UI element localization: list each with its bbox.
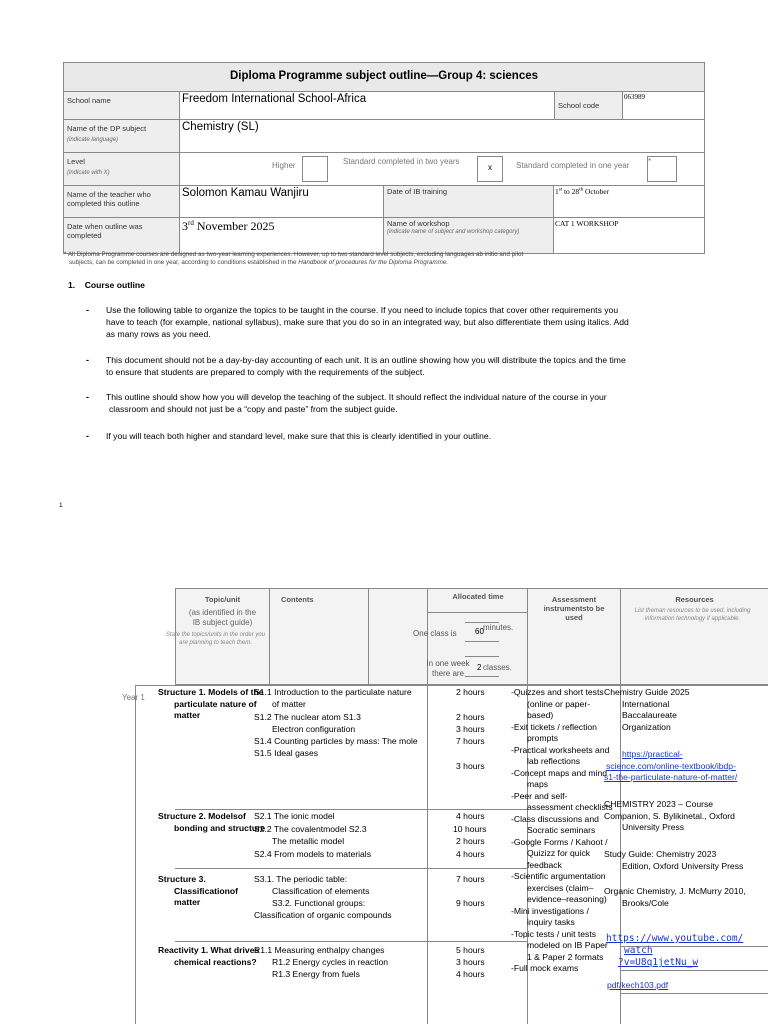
header-contents-label: Contents xyxy=(281,595,314,604)
content-s3-2 xyxy=(254,898,392,921)
assess-7: -Google Forms / Kahoot / xyxy=(511,836,608,847)
assessment-list xyxy=(511,687,613,975)
topic-r1-line2: chemical reactions? xyxy=(174,956,257,967)
topic-reactivity-1 xyxy=(158,945,259,968)
subject-label-sub: (indicate language) xyxy=(67,137,119,143)
row-school xyxy=(64,92,704,120)
assess-4: -Concept maps and mind xyxy=(511,767,608,778)
training-label: Date of IB training xyxy=(384,186,554,217)
minutes-label: minutes. xyxy=(483,623,514,632)
topic-s1-line1: Structure 1. Models of the xyxy=(158,687,264,697)
p3-line1: This outline should show how you will develop the teaching of the subject. It should reflect the individual nature of the course in your xyxy=(106,392,607,402)
topic-s3-line1: Structure 3. xyxy=(158,874,206,884)
assess-9: -Mini investigations / xyxy=(511,905,589,916)
topic-s3-line2: Classificationof xyxy=(174,885,238,896)
hours-r1-1: 5 hours xyxy=(456,945,485,955)
classes-label: classes. xyxy=(483,663,512,672)
res-1c: Baccalaureate xyxy=(622,710,677,720)
paragraph-1 xyxy=(106,304,629,340)
content-s1-2 xyxy=(254,712,361,735)
resources-divider-2 xyxy=(620,970,768,971)
workshop-label-sub: (indicate name of subject and workshop category) xyxy=(387,229,520,235)
res-4: Study Guide: Chemistry 2023 xyxy=(604,849,717,859)
header-contents xyxy=(269,588,369,685)
hours-s3-1: 7 hours xyxy=(456,874,485,884)
res-1d: Organization xyxy=(622,721,671,732)
school-name-value[interactable]: Freedom International School-Africa xyxy=(180,92,555,119)
content-s2-4: S2.4 From models to materials xyxy=(254,849,372,859)
topic-s2-line2: bonding and structure xyxy=(174,822,266,833)
subject-label-text: Name of the DP subject xyxy=(67,124,147,133)
header-resources xyxy=(620,588,768,685)
assess-1c: based) xyxy=(527,710,554,720)
assess-6: -Class discussions and xyxy=(511,813,599,824)
assess-8b: exercises (claim– xyxy=(527,882,594,893)
content-s1-4: S1.4 Counting particles by mass: The mole xyxy=(254,736,418,746)
hours-s2-3: 2 hours xyxy=(456,836,485,846)
header-topic-note: State the topics/units in the order you are planning to teach them. xyxy=(165,632,266,646)
res-5: Organic Chemistry, J. McMurry 2010, xyxy=(604,886,746,896)
course-outline-heading: 1. Course outline xyxy=(68,280,145,290)
res-3b: Companion, S. Bylikinetal., Oxford xyxy=(604,810,735,821)
subject-label xyxy=(64,120,180,152)
subject-outline-table xyxy=(63,62,705,254)
assess-8: -Scientific argumentation xyxy=(511,871,606,881)
assess-3: -Practical worksheets and xyxy=(511,744,610,755)
hours-r1-3: 4 hours xyxy=(456,969,485,979)
class-minutes-value[interactable]: 60 xyxy=(475,627,484,636)
assess-9b: inquiry tasks xyxy=(527,917,575,927)
classes-count-value[interactable]: 2 xyxy=(477,663,482,672)
assess-4b: maps xyxy=(527,779,549,789)
header-resources-label: Resources xyxy=(675,595,714,604)
bullet-4: - xyxy=(86,431,89,441)
footnote-line1: * All Diploma Programme courses are designed as two-year learning experiences. However, up to two standard level subjects, excluding languages ab initio and pilot xyxy=(64,251,524,258)
assess-5: -Peer and self- xyxy=(511,790,568,801)
content-r1-3: R1.3 Energy from fuels xyxy=(272,969,360,979)
minutes-box-bottom xyxy=(465,641,499,642)
header-assessment-label: Assessment instrumentsto be used xyxy=(543,595,605,622)
topic-s1-line2: particulate nature of xyxy=(174,698,257,709)
row-date xyxy=(64,218,704,253)
resource-organic-chemistry xyxy=(604,886,746,909)
outline-title: Diploma Programme subject outline—Group 4: sciences xyxy=(64,63,704,92)
assess-2b: prompts xyxy=(527,733,559,743)
p1-line3: as many rows as you need. xyxy=(106,329,211,339)
content-s2-2-line1: S2.2 The covalentmodel S2.3 xyxy=(254,824,367,834)
hours-s3-2: 9 hours xyxy=(456,898,485,908)
p3-line2: classroom and should not just be a “copy and paste” from the subject guide. xyxy=(109,404,398,414)
assess-7c: feedback xyxy=(527,859,562,870)
higher-checkbox[interactable] xyxy=(302,156,328,182)
topic-s1-line3: matter xyxy=(174,710,201,720)
date-completed[interactable]: 3rd November 2025 xyxy=(180,218,384,253)
res-3c: University Press xyxy=(622,822,685,832)
hours-s1-1: 2 hours xyxy=(456,687,485,697)
assess-2: -Exit tickets / reflection xyxy=(511,721,597,732)
p1-line1: Use the following table to organize the topics to be taught in the course. If you need to include topics that cover other requirements you xyxy=(106,305,619,315)
footnote-line2-text: subjects, can be completed in one year, according to conditions established in the xyxy=(69,259,297,266)
res-4b: Edition, Oxford University Press xyxy=(622,860,744,871)
footnote-line2 xyxy=(64,259,754,267)
school-code-value[interactable]: 063989 xyxy=(624,93,645,101)
res-1b: International xyxy=(622,698,670,709)
classes-box-top xyxy=(465,656,499,657)
res-5b: Brooks/Cole xyxy=(622,897,669,908)
row-teacher xyxy=(64,186,704,218)
header-topic-label: Topic/unit xyxy=(204,595,241,604)
hours-r1-2: 3 hours xyxy=(456,957,485,967)
assess-10: -Topic tests / unit tests xyxy=(511,928,597,939)
col-line-time-left xyxy=(427,685,428,1024)
p1-line2: have to teach (for example, national syllabus), make sure that you do so in an integrated way, but also differentiate them using italics. Add xyxy=(106,317,629,327)
time-divider xyxy=(427,612,528,613)
hours-s2-1: 4 hours xyxy=(456,811,485,821)
topic-structure-1 xyxy=(158,687,264,722)
topic-r1-line1: Reactivity 1. What drives xyxy=(158,945,260,955)
bullet-1: - xyxy=(86,305,89,315)
assess-1: -Quizzes and short tests xyxy=(511,687,604,697)
res-2[interactable]: https://practical- xyxy=(622,749,683,759)
higher-label: Higher xyxy=(272,161,296,170)
hours-s1-5: 3 hours xyxy=(456,761,485,771)
one-week-label: In one week there are xyxy=(426,659,470,678)
topic-s2-line1: Structure 2. Modelsof xyxy=(158,811,246,821)
hours-s2-2: 10 hours xyxy=(453,824,487,834)
row-divider-3 xyxy=(175,941,527,942)
hours-s1-3: 3 hours xyxy=(456,724,485,734)
resources-divider-3 xyxy=(620,993,768,994)
std-two-label: Standard completed in two years xyxy=(343,157,460,166)
paragraph-2 xyxy=(106,354,626,378)
year-label: Year 1 xyxy=(122,693,145,702)
header-topic-sub: (as identified in the IB subject guide) xyxy=(188,608,257,627)
year-column-line xyxy=(135,685,136,1024)
level-label xyxy=(64,153,180,185)
bullet-3: - xyxy=(86,392,89,402)
resource-practical-science-link[interactable] xyxy=(604,749,737,784)
content-s3-2-line1: S3.2. Functional groups: xyxy=(272,898,366,908)
footnote-line2-italic: Handbook of procedures for the Diploma Programme. xyxy=(298,259,449,266)
content-s1-1-line1: S1.1 Introduction to the particulate nature xyxy=(254,687,412,697)
assess-6b: Socratic seminars xyxy=(527,825,596,835)
level-label-text: Level xyxy=(67,157,85,166)
bullet-2: - xyxy=(86,355,89,365)
resource-pdf-link[interactable]: pdf/kech103.pdf xyxy=(607,980,669,990)
footnote xyxy=(64,251,754,267)
workshop-label xyxy=(384,218,554,253)
std-two-checkbox[interactable]: x xyxy=(477,156,503,182)
content-s3-1-line1: S3.1. The periodic table: xyxy=(254,874,347,884)
content-s1-2-line1: S1.2 The nuclear atom S1.3 xyxy=(254,712,361,722)
workshop-label-text: Name of workshop xyxy=(387,219,450,228)
level-options xyxy=(180,153,704,185)
assess-1b: (online or paper- xyxy=(527,698,591,709)
teacher-value[interactable]: Solomon Kamau Wanjiru xyxy=(180,186,384,217)
assess-5b: assessment checklists xyxy=(527,802,613,812)
res-6[interactable]: https://www.youtube.com/ xyxy=(606,933,744,944)
workshop-value[interactable]: CAT 1 WORKSHOP xyxy=(555,219,619,228)
minutes-box-top xyxy=(465,622,499,623)
hours-s1-2: 2 hours xyxy=(456,712,485,722)
res-6b[interactable]: watch xyxy=(624,945,653,956)
assess-3b: lab reflections xyxy=(527,756,581,766)
content-s2-1: S2.1 The ionic model xyxy=(254,811,335,821)
header-time-label: Allocated time xyxy=(452,592,504,601)
header-topic xyxy=(165,588,270,685)
assess-8c: evidence–reasoning) xyxy=(527,894,607,904)
std-one-checkbox[interactable]: * xyxy=(647,156,677,182)
page-number: 1 xyxy=(59,502,63,509)
content-s2-2-line2: The metallic model xyxy=(272,835,345,846)
classes-box-bottom xyxy=(465,676,499,677)
content-s1-1-line2: of matter xyxy=(272,698,306,709)
content-s1-5: S1.5 Ideal gases xyxy=(254,748,319,758)
res-6c[interactable]: ?v=U8q1jetNu_w xyxy=(618,957,699,968)
resource-course-companion xyxy=(604,799,735,834)
hours-s1-4: 7 hours xyxy=(456,736,485,746)
content-s1-2-line2: Electron configuration xyxy=(272,723,356,734)
resource-youtube-link[interactable] xyxy=(606,933,743,969)
row-divider-2 xyxy=(175,868,527,869)
one-class-label: One class is xyxy=(413,629,457,638)
content-s1-1 xyxy=(254,687,412,710)
resource-chem-guide xyxy=(604,687,690,733)
body-top-line xyxy=(135,685,768,686)
content-r1-1: R1.1 Measuring enthalpy changes xyxy=(254,945,385,955)
content-s3-2-line2: Classification of organic compounds xyxy=(254,909,392,920)
p2-line1: This document should not be a day-by-day accounting of each unit. It is an outline showing how you will distribute the topics and the time xyxy=(106,355,626,365)
level-label-sub: (indicate with X) xyxy=(67,170,110,176)
resource-study-guide xyxy=(604,849,743,872)
school-code-label: School code xyxy=(555,92,623,119)
teacher-label: Name of the teacher who completed this outline xyxy=(64,186,180,217)
header-resources-note: List theman resources to be used, including information technology if applicable. xyxy=(634,608,751,622)
topic-s3-line3: matter xyxy=(174,897,201,907)
school-name-label: School name xyxy=(64,92,180,119)
p2-line2: to ensure that students are prepared to comply with the requirements of the subject. xyxy=(106,367,425,377)
content-s3-1 xyxy=(254,874,369,897)
topic-structure-3 xyxy=(158,874,238,909)
content-s2-2 xyxy=(254,824,367,847)
assess-7b: Quizizz for quick xyxy=(527,848,591,858)
training-date[interactable]: 1st to 28th October xyxy=(555,187,610,196)
row-subject xyxy=(64,120,704,153)
res-2b[interactable]: science.com/online-textbook/ibdp- xyxy=(606,760,736,771)
topic-structure-2 xyxy=(158,811,265,834)
paragraph-4: If you will teach both higher and standard level, make sure that this is clearly identified in your outline. xyxy=(106,431,492,441)
content-s3-1-line2: Classification of elements xyxy=(272,885,370,896)
res-1: Chemistry Guide 2025 xyxy=(604,687,690,697)
content-r1-2: R1.2 Energy cycles in reaction xyxy=(272,957,389,967)
header-assessment xyxy=(527,588,621,685)
hours-s2-4: 4 hours xyxy=(456,849,485,859)
assess-10c: 1 & Paper 2 formats xyxy=(527,951,604,962)
assess-11: -Full mock exams xyxy=(511,963,579,973)
res-2c[interactable]: s1-the-particulate-nature-of-matter/ xyxy=(604,772,738,782)
std-one-label: Standard completed in one year xyxy=(516,161,630,170)
row-level xyxy=(64,153,704,186)
assess-10b: modeled on IB Paper xyxy=(527,940,608,950)
res-3: CHEMISTRY 2023 – Course xyxy=(604,799,714,809)
date-label: Date when outline was completed xyxy=(64,218,180,253)
row-divider-1 xyxy=(175,809,527,810)
subject-value[interactable]: Chemistry (SL) xyxy=(182,121,259,133)
paragraph-3 xyxy=(106,391,607,415)
